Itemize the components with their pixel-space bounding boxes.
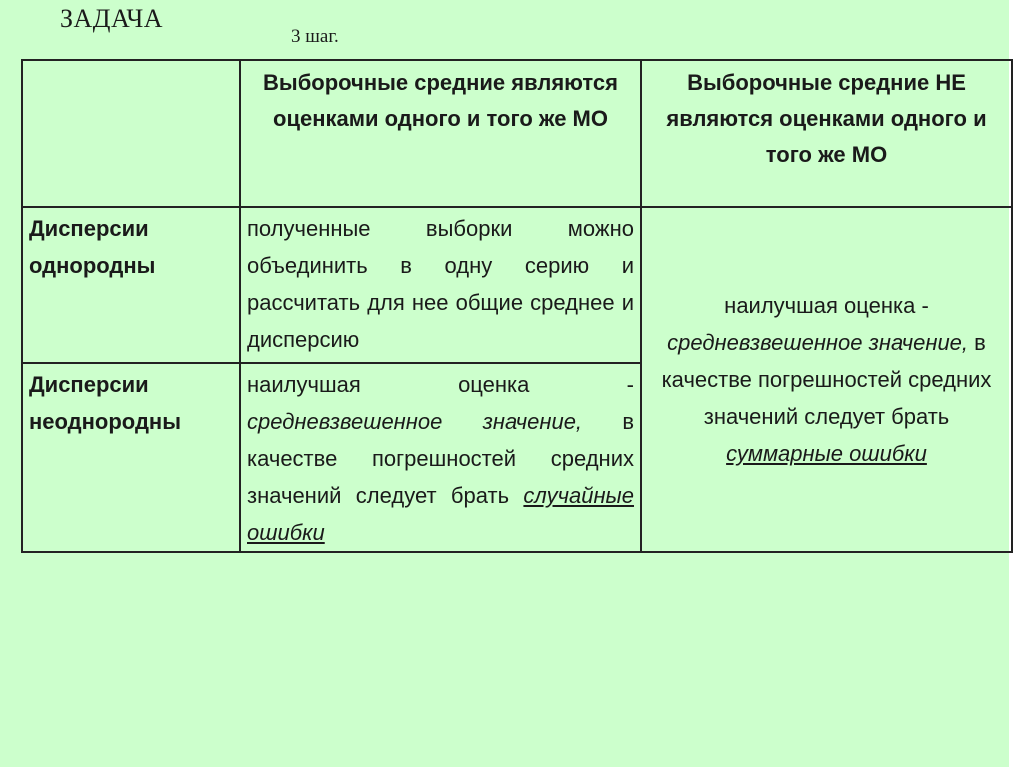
slide-title: ЗАДАЧА	[60, 4, 164, 33]
comparison-table	[21, 59, 1013, 553]
step-label: 3 шаг.	[291, 26, 339, 47]
row-label-heterogeneous: Дисперсии неоднородны	[22, 363, 240, 552]
header-different-mean: Выборочные средние НЕ являются оценками одного и того же МО	[641, 60, 1012, 207]
cell-text: наилучшая оценка -	[247, 372, 634, 397]
cell-italic: средневзвешенное значение,	[247, 409, 583, 434]
table-row	[22, 207, 1012, 363]
header-empty-cell	[22, 60, 240, 207]
cell-homogeneous-same: полученные выборки можно объединить в одну серию и рассчитать для нее общие среднее и дисперсию	[240, 207, 641, 363]
cell-merged-different	[641, 207, 1012, 552]
cell-underlined: случайные ошибки	[247, 483, 634, 545]
merged-italic: средневзвешенное значение,	[667, 330, 969, 355]
merged-underlined: суммарные ошибки	[726, 441, 927, 466]
header-row	[22, 60, 1012, 207]
merged-text2: в качестве погрешностей средних значений следует брать	[661, 330, 992, 429]
header-same-mean: Выборочные средние являются оценками одного и того же МО	[240, 60, 641, 207]
row-label-homogeneous: Дисперсии однородны	[22, 207, 240, 363]
cell-text2: в качестве погрешностей средних значений следует брать	[247, 409, 634, 508]
cell-heterogeneous-same	[240, 363, 641, 552]
merged-text: наилучшая оценка -	[724, 293, 929, 318]
